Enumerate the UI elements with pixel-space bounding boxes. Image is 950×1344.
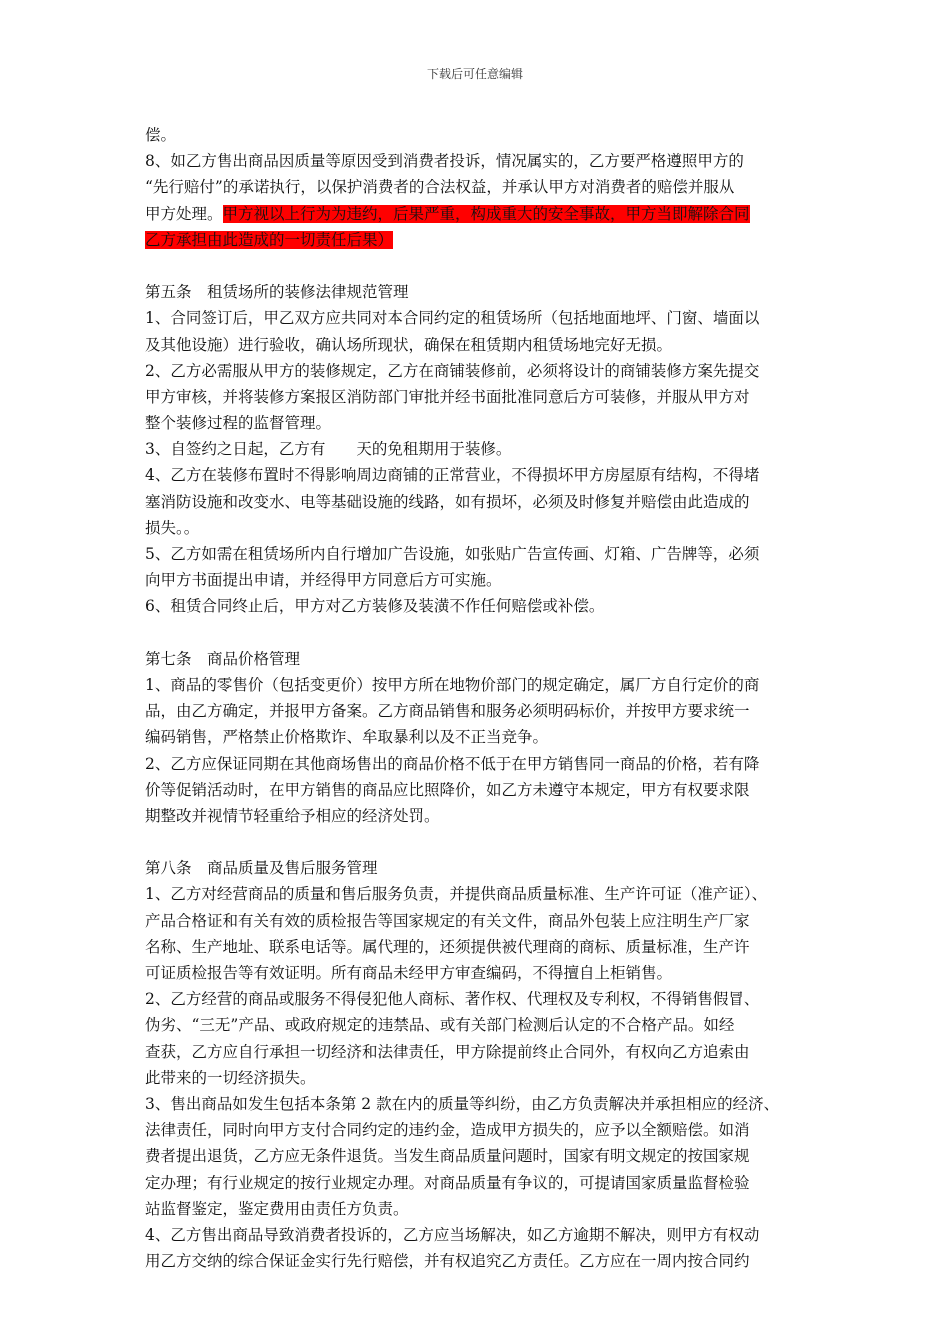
- text-line: 1、合同签订后，甲乙双方应共同对本合同约定的租赁场所（包括地面地坪、门窗、墙面以: [145, 309, 760, 328]
- text-line: 伪劣、“三无”产品、或政府规定的违禁品、或有关部门检测后认定的不合格产品。如经: [145, 1016, 735, 1035]
- text-line: 可证质检报告等有效证明。所有商品未经甲方审查编码，不得擅自上柜销售。: [145, 964, 673, 982]
- text-line: 4、乙方在装修布置时不得影响周边商铺的正常营业，不得损坏甲方房屋原有结构，不得堵: [145, 466, 760, 485]
- blank-line: [145, 620, 813, 646]
- text-line: 偿。: [145, 126, 177, 144]
- text-line: 查获，乙方应自行承担一切经济和法律责任，甲方除提前终止合同外，有权向乙方追索由: [145, 1042, 750, 1061]
- text-line: 及其他设施）进行验收，确认场所现状，确保在租赁期内租赁场地完好无损。: [145, 335, 673, 354]
- text-line: 品，由乙方确定，并报甲方备案。乙方商品销售和服务必须明码标价，并按甲方要求统一: [145, 702, 750, 721]
- text-line: 损失。。: [145, 518, 200, 537]
- text-line: 产品合格证和有关有效的质检报告等国家规定的有关文件，商品外包装上应注明生产厂家: [145, 911, 750, 930]
- document-body: [145, 122, 813, 1274]
- blank-line: [145, 253, 813, 279]
- text-line: 第八条 商品质量及售后服务管理: [145, 859, 378, 878]
- text-line: 价等促销活动时，在甲方销售的商品应比照降价，如乙方未遵守本规定，甲方有权要求限: [145, 780, 750, 799]
- text-line: 费者提出退货，乙方应无条件退货。当发生商品质量问题时，国家有明文规定的按国家规: [145, 1147, 750, 1166]
- text-line: 2、乙方应保证同期在其他商场售出的商品价格不低于在甲方销售同一商品的价格，若有降: [145, 754, 760, 773]
- text-line: 法律责任，同时向甲方支付合同约定的违约金，造成甲方损失的，应予以全额赔偿。如消: [145, 1121, 750, 1140]
- blank-line: [145, 829, 813, 855]
- text-line: 站监督鉴定，鉴定费用由责任方负责。: [145, 1199, 409, 1218]
- text-line: 期整改并视情节轻重给予相应的经济处罚。: [145, 806, 440, 825]
- text-line: 8、如乙方售出商品因质量等原因受到消费者投诉，情况属实的，乙方要严格遵照甲方的: [145, 152, 744, 171]
- text-line: 5、乙方如需在租赁场所内自行增加广告设施，如张贴广告宣传画、灯箱、广告牌等，必须: [145, 545, 760, 563]
- text-line: 3、售出商品如发生包括本条第 2 款在内的质量等纠纷，由乙方负责解决并承担相应的经济、: [145, 1094, 780, 1113]
- highlighted-text: 乙方承担由此造成的一切责任后果）: [145, 230, 394, 249]
- text-line: 2、乙方必需服从甲方的装修规定，乙方在商铺装修前，必须将设计的商铺装修方案先提交: [145, 361, 760, 380]
- text-line: 甲方审核，并将装修方案报区消防部门审批并经书面批准同意后方可装修，并服从甲方对: [145, 387, 750, 406]
- highlighted-text: 甲方视以上行为为违约，后果严重，构成重大的安全事故，甲方当即解除合同: [222, 204, 750, 223]
- text-line: “先行赔付”的承诺执行，以保护消费者的合法权益，并承认甲方对消费者的赔偿并服从: [145, 178, 735, 197]
- text-line: 编码销售，严格禁止价格欺诈、牟取暴利以及不正当竞争。: [145, 728, 549, 747]
- text-line: 第七条 商品价格管理: [145, 649, 301, 668]
- text-line: 名称、生产地址、联系电话等。属代理的，还须提供被代理商的商标、质量标准，生产许: [145, 937, 750, 956]
- text-line: 定办理；有行业规定的按行业规定办理。对商品质量有争议的，可提请国家质量监督检验: [145, 1173, 750, 1192]
- text-line: 向甲方书面提出申请，并经得甲方同意后方可实施。: [145, 571, 502, 590]
- text-span: 甲方处理。: [145, 204, 223, 223]
- text-line: 1、乙方对经营商品的质量和售后服务负责，并提供商品质量标准、生产许可证（准产证）、: [145, 885, 768, 904]
- text-line: 3、自签约之日起，乙方有 天的免租期用于装修。: [145, 440, 512, 459]
- text-line: 1、商品的零售价（包括变更价）按甲方所在地物价部门的规定确定，属厂方自行定价的商: [145, 675, 760, 694]
- text-line: 塞消防设施和改变水、电等基础设施的线路，如有损坏，必须及时修复并赔偿由此造成的: [145, 492, 750, 511]
- text-line: 整个装修过程的监督管理。: [145, 414, 332, 433]
- text-line: 4、乙方售出商品导致消费者投诉的，乙方应当场解决，如乙方逾期不解决，则甲方有权动: [145, 1225, 760, 1244]
- text-line: [145, 201, 813, 227]
- text-line: 第五条 租赁场所的装修法律规范管理: [145, 283, 409, 302]
- text-line: 此带来的一切经济损失。: [145, 1068, 316, 1087]
- text-line: [145, 227, 813, 253]
- text-line: 2、乙方经营的商品或服务不得侵犯他人商标、著作权、代理权及专利权，不得销售假冒、: [145, 990, 760, 1009]
- text-line: 用乙方交纳的综合保证金实行先行赔偿，并有权追究乙方责任。乙方应在一周内按合同约: [145, 1252, 750, 1271]
- text-line: 6、租赁合同终止后，甲方对乙方装修及装潢不作任何赔偿或补偿。: [145, 597, 605, 616]
- page-header: 下载后可任意编辑: [426, 67, 523, 81]
